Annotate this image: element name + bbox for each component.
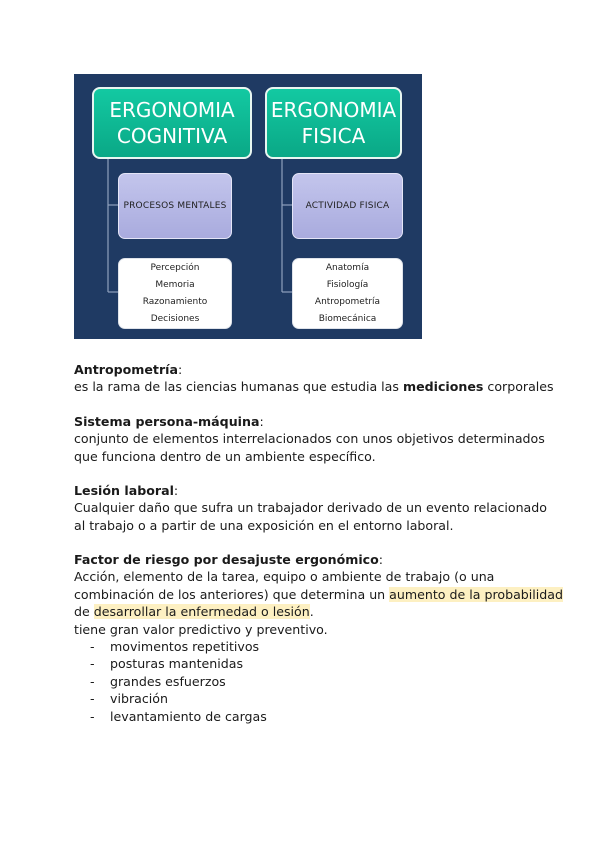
term-heading: [74, 413, 545, 430]
ergonomics-diagram: [74, 74, 422, 339]
physical-items-box: [292, 258, 403, 329]
ergonomia-cognitiva-box: [92, 87, 252, 159]
term-label: Sistema persona-máquina: [74, 414, 260, 429]
term-label: Antropometría: [74, 362, 178, 377]
list-item: Biomecánica: [318, 313, 377, 324]
term-heading: [74, 361, 554, 378]
term-colon: :: [378, 552, 384, 567]
actividad-fisica-box: [292, 173, 403, 239]
list-item-text: grandes esfuerzos: [110, 673, 226, 689]
list-item: Percepción: [150, 262, 200, 273]
text-segment: .: [309, 604, 314, 620]
term-label: Factor de riesgo por desajuste ergonómico: [74, 552, 379, 567]
lesion-section: [74, 482, 547, 534]
text-segment: combinación de los anteriores) que determina un: [74, 586, 390, 602]
text-segment: es la rama de las ciencias humanas que estudia las: [74, 379, 403, 395]
bold-term: mediciones: [402, 379, 484, 395]
header-line1: ERGONOMIA: [270, 98, 397, 122]
list-item: Anatomía: [325, 262, 370, 273]
definition-line: tiene gran valor predictivo y preventivo.: [74, 621, 328, 637]
list-item: Fisiología: [326, 279, 369, 290]
list-item: - vibración: [90, 691, 168, 707]
definition-line: [74, 603, 563, 620]
list-item: Antropometría: [314, 296, 381, 307]
header-line2: COGNITIVA: [116, 124, 228, 148]
highlighted-text: aumento de la probabilidad: [389, 586, 563, 602]
list-item: Decisiones: [150, 313, 200, 324]
term-heading: [74, 482, 547, 499]
term-heading: [74, 551, 563, 568]
list-item: Razonamiento: [142, 296, 208, 307]
list-item: Memoria: [155, 279, 195, 290]
definition-line: al trabajo o a partir de una exposición en el entorno laboral.: [74, 517, 454, 533]
procesos-mentales-box: [118, 173, 232, 239]
definition-line: conjunto de elementos interrelacionados con unos objetivos determinados: [74, 431, 545, 447]
term-colon: :: [259, 414, 264, 429]
term-colon: :: [177, 362, 183, 377]
highlighted-text: desarrollar la enfermedad o lesión: [93, 604, 310, 620]
term-colon: :: [173, 483, 179, 498]
list-item-text: vibración: [110, 691, 168, 707]
list-item: - posturas mantenidas: [90, 656, 244, 672]
text-segment: de: [74, 604, 94, 620]
definition-line: [74, 378, 554, 395]
list-item: - levantamiento de cargas: [90, 708, 267, 724]
factor-section: [74, 551, 563, 725]
actividad-fisica-label: ACTIVIDAD FISICA: [305, 201, 390, 211]
list-item-text: posturas mantenidas: [110, 656, 244, 672]
definition-line: que funciona dentro de un ambiente específico.: [74, 448, 376, 464]
list-item: - movimentos repetitivos: [90, 639, 260, 655]
term-label: Lesión laboral: [74, 483, 174, 498]
procesos-mentales-label: PROCESOS MENTALES: [123, 201, 227, 211]
list-item-text: movimentos repetitivos: [110, 639, 260, 655]
antropometria-section: [74, 361, 554, 396]
sistema-section: [74, 413, 545, 465]
header-line2: FISICA: [301, 124, 366, 148]
definition-line: Cualquier daño que sufra un trabajador derivado de un evento relacionado: [74, 500, 547, 516]
definition-line: [74, 586, 563, 603]
header-line1: ERGONOMIA: [109, 98, 235, 122]
text-segment: corporales: [483, 379, 554, 395]
list-item: - grandes esfuerzos: [90, 673, 226, 689]
list-item-text: levantamiento de cargas: [110, 708, 267, 724]
ergonomia-fisica-box: [265, 87, 402, 159]
risk-factor-list: [74, 638, 563, 725]
definition-line: Acción, elemento de la tarea, equipo o ambiente de trabajo (o una: [74, 569, 495, 585]
cognitive-items-box: [118, 258, 232, 329]
